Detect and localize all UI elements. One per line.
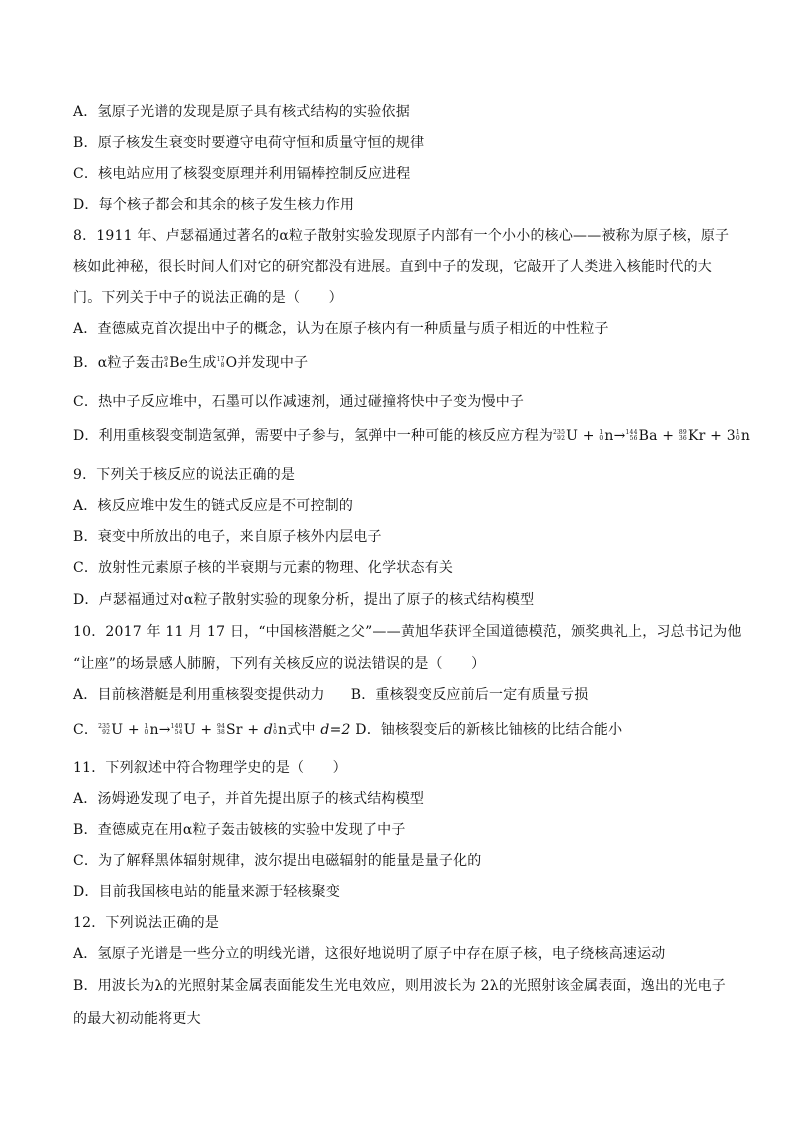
- q8-option-b-text-post: O并发现中子: [225, 355, 309, 371]
- q10-option-b: B．重核裂变反应前后一定有质量亏损: [350, 687, 589, 703]
- q8-stem-line2: 核如此神秘，很长时间人们对它的研究都没有进展。直到中子的发现，它敲开了人类进入核能时代的大: [73, 259, 712, 275]
- q11-option-c: C．为了解释黑体辐射规律，波尔提出电磁辐射的能量是量子化的: [73, 853, 482, 869]
- q12-option-b-line1: B．用波长为λ的光照射某金属表面能发生光电效应，则用波长为 2λ的光照射该金属表面，逸出的光电子: [73, 978, 726, 994]
- q8-option-a: A．查德威克首次提出中子的概念，认为在原子核内有一种质量与质子相近的中性粒子: [73, 321, 609, 337]
- q10-option-a: A．目前核潜艇是利用重核裂变提供动力: [73, 687, 325, 703]
- q11-option-b: B．查德威克在用α粒子轰击铍核的实验中发现了中子: [73, 822, 406, 838]
- q9-option-b: B．衰变中所放出的电子，来自原子核外内层电子: [73, 529, 382, 545]
- q9-option-a: A．核反应堆中发生的链式反应是不可控制的: [73, 498, 354, 514]
- q10-stem-line1: 10．2017 年 11 月 17 日，“中国核潜艇之父”——黄旭华获评全国道德模范，颁奖典礼上，习总书记为他: [73, 624, 742, 640]
- q10-option-c-text: 式中: [287, 722, 316, 738]
- q7-option-b: B．原子核发生衰变时要遵守电荷守恒和质量守恒的规律: [73, 135, 425, 151]
- q9-option-c: C．放射性元素原子核的半衰期与元素的物理、化学状态有关: [73, 560, 454, 576]
- fission-equation: 235 92 U + 1 0 n→ 144 56 Ba + 89 36 Kr + 3 1 0 n: [553, 428, 751, 444]
- q8-option-d: [73, 428, 751, 444]
- oxygen-nuclide: 17 8: [216, 356, 225, 369]
- q8-option-b: [73, 355, 733, 371]
- fission-equation-2: 235 92 U + 1 0 n→ 140 54 U + 94 38 Sr + d 1 0 n: [98, 722, 288, 738]
- q8-stem-line1: 8．1911 年、卢瑟福通过著名的α粒子散射实验发现原子内部有一个小小的核心——被称为原子核，原子: [73, 228, 730, 244]
- q8-option-b-text-pre: B．α粒子轰击: [73, 355, 165, 371]
- q10-options-cd: [73, 722, 733, 738]
- q7-option-c: C．核电站应用了核裂变原理并利用镉棒控制反应进程: [73, 166, 411, 182]
- q8-option-b-text-mid: Be生成: [169, 355, 217, 371]
- q12-option-a: A．氢原子光谱是一些分立的明线光谱，这很好地说明了原子中存在原子核，电子绕核高速运动: [73, 946, 666, 962]
- q10-option-c-label: C．: [73, 722, 99, 738]
- q11-stem: 11．下列叙述中符合物理学史的是（ ）: [73, 760, 347, 776]
- q8-option-c: C．热中子反应堆中，石墨可以作减速剂，通过碰撞将快中子变为慢中子: [73, 394, 525, 410]
- q10-options-ab: [73, 687, 733, 703]
- q10-stem-line2: “让座”的场景感人肺腑，下列有关核反应的说法错误的是（ ）: [73, 656, 486, 672]
- q7-option-a: A．氢原子光谱的发现是原子具有核式结构的实验依据: [73, 104, 410, 120]
- q12-stem: 12．下列说法正确的是: [73, 915, 220, 931]
- q11-option-a: A．汤姆逊发现了电子，并首先提出原子的核式结构模型: [73, 791, 425, 807]
- q12-option-b-line2: 的最大初动能将更大: [73, 1011, 201, 1027]
- beryllium-nuclide: 9 4: [164, 356, 169, 369]
- q8-option-d-text: D．利用重核裂变制造氢弹，需要中子参与，氢弹中一种可能的核反应方程为: [73, 428, 554, 444]
- q10-option-d: D．铀核裂变后的新核比铀核的比结合能小: [355, 722, 623, 738]
- q9-option-d: D．卢瑟福通过对α粒子散射实验的现象分析，提出了原子的核式结构模型: [73, 592, 535, 608]
- q10-option-c-equation: d=2: [320, 722, 351, 738]
- q7-option-d: D．每个核子都会和其余的核子发生核力作用: [73, 197, 355, 213]
- q8-stem-line3: 门。下列关于中子的说法正确的是（ ）: [73, 290, 343, 306]
- q9-stem: 9．下列关于核反应的说法正确的是: [73, 467, 296, 483]
- q11-option-d: D．目前我国核电站的能量来源于轻核聚变: [73, 884, 341, 900]
